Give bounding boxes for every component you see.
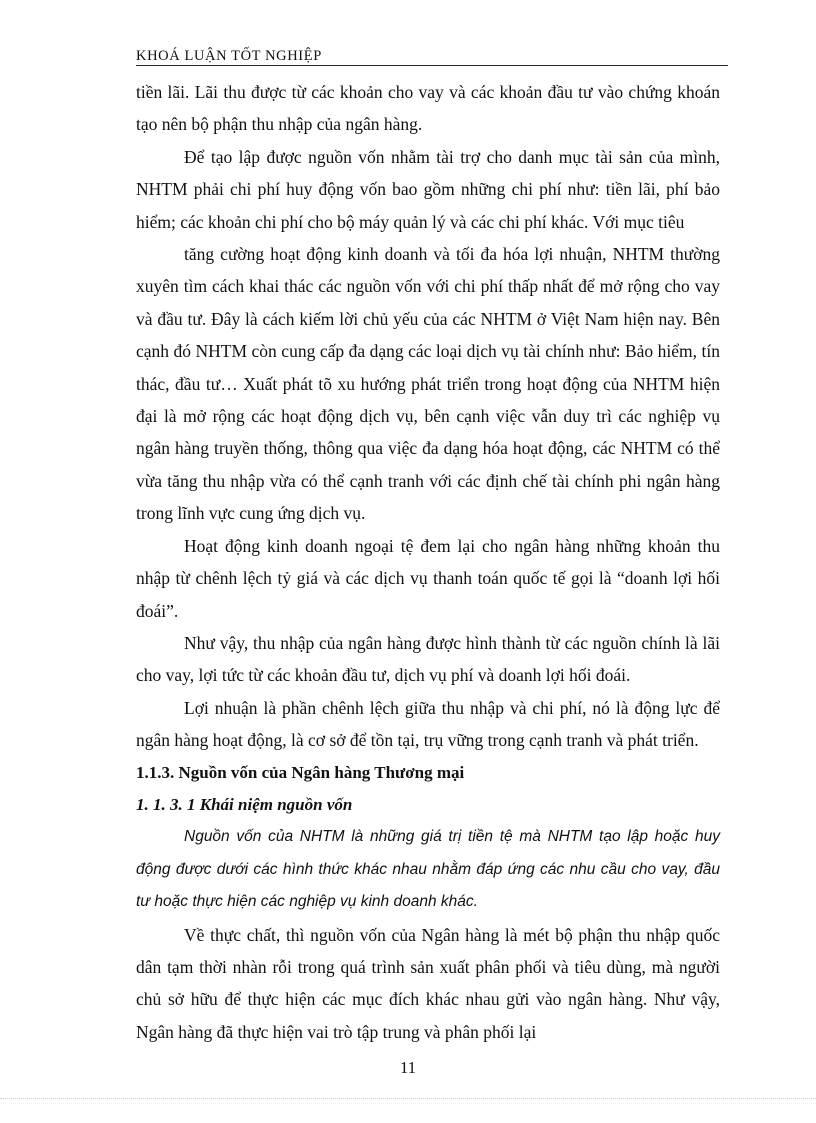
paragraph-5: Như vậy, thu nhập của ngân hàng được hình thành từ các nguồn chính là lãi cho vay, lợi tức từ các khoản đầu tư, dịch vụ phí và doanh lợi hối đoái. xyxy=(136,632,720,686)
section-heading: 1.1.3. Nguồn vốn của Ngân hàng Thương mại xyxy=(136,762,465,782)
subsection-heading: 1. 1. 3. 1 Khái niệm nguồn vốn xyxy=(136,794,353,814)
paragraph-1: tiền lãi. Lãi thu được từ các khoản cho vay và các khoản đầu tư vào chứng khoán tạo nên bộ phận thu nhập của ngân hàng. xyxy=(136,82,720,135)
paragraph-3: tăng cường hoạt động kinh doanh và tối đa hóa lợi nhuận, NHTM thường xuyên tìm cách khai thác các nguồn vốn với chi phí thấp nhất để mở rộng cho vay và đầu tư. Đây là cách kiếm lời chủ yếu của các NHTM ở Việt Nam hiện nay. Bên cạnh đó NHTM còn cung cấp đa dạng các loại dịch vụ tài chính như: Bảo hiểm, tín thác, đầu tư… Xuất phát tõ xu hướng phát triển trong hoạt động của NHTM hiện đại là mở rộng các hoạt động dịch vụ, bên cạnh việc vẫn duy trì các nghiệp vụ ngân hàng truyền thống, thông qua việc đa dạng hóa hoạt động, các NHTM có thể vừa tăng thu nhập vừa có thể cạnh tranh với các định chế tài chính phi ngân hàng trong lĩnh vực cung ứng dịch vụ. xyxy=(136,244,720,524)
page-number: 11 xyxy=(399,1058,417,1077)
paragraph-2: Để tạo lập được nguồn vốn nhằm tài trợ cho danh mục tài sản của mình, NHTM phải chi phí huy động vốn bao gồm những chi phí như: tiền lãi, phí bảo hiểm; các khoản chi phí cho bộ máy quản lý và các chi phí khác. Với mục tiêu xyxy=(136,146,720,232)
page-body xyxy=(136,76,720,1048)
paragraph-7: Về thực chất, thì nguồn vốn của Ngân hàng là mét bộ phận thu nhập quốc dân tạm thời nhàn rỗi trong quá trình sản xuất phân phối và tiêu dùng, mà người chủ sở hữu để thực hiện các mục đích khác nhau gửi vào ngân hàng. Như vậy, Ngân hàng đã thực hiện vai trò tập trung và phân phối lại xyxy=(136,924,720,1042)
page-bottom-divider xyxy=(0,1098,816,1099)
definition-paragraph: Nguồn vốn của NHTM là những giá trị tiền tệ mà NHTM tạo lập hoặc huy động được dưới các hình thức khác nhau nhằm đáp ứng các nhu cầu cho vay, đầu tư hoặc thực hiện các nghiệp vụ kinh doanh khác. xyxy=(136,828,720,911)
paragraph-4: Hoạt động kinh doanh ngoại tệ đem lại cho ngân hàng những khoản thu nhập từ chênh lệch tỷ giá và các dịch vụ thanh toán quốc tế gọi là “doanh lợi hối đoái”. xyxy=(136,535,720,621)
paragraph-6: Lợi nhuận là phần chênh lệch giữa thu nhập và chi phí, nó là động lực để ngân hàng hoạt động, là cơ sở để tồn tại, trụ vững trong cạnh tranh và phát triển. xyxy=(136,697,720,751)
page-header: KHOÁ LUẬN TỐT NGHIỆP xyxy=(136,48,728,66)
